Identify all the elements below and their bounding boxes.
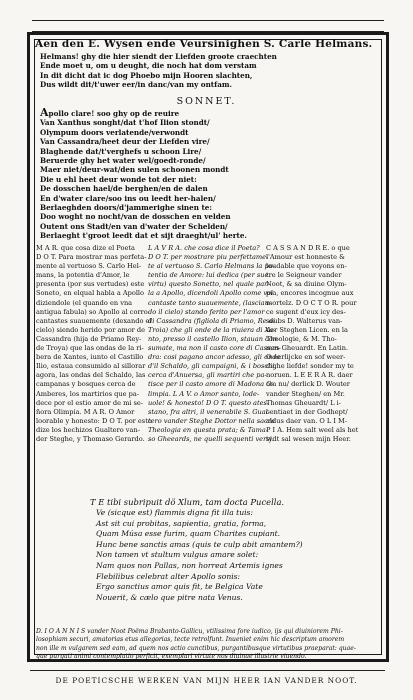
prose-line: Theologia en questa prata; & Tama-	[148, 425, 269, 434]
prose-line: L A V R A. che cosa dice il Poeta?	[148, 244, 260, 252]
prose-line: nto, presso il castello Ilion, stauan con-	[148, 334, 280, 343]
prose-line: d'il Schaldo, gli campaigni, & i boschi,	[148, 362, 277, 371]
sonnet-line: Doo woght no nocht/van de dosschen en velden	[40, 212, 231, 222]
prose-line: om nu/ derlick D. Wouter	[266, 380, 350, 389]
prose-line: cerca d'Anuersa, gli martiri che pa-	[148, 371, 267, 380]
sonnet-line: De dosschen hael/de berghen/en de dalen	[40, 184, 208, 194]
prose-line: D O T. Para mostrar mas perfeta-	[36, 253, 147, 262]
note-line: D. I O A N N I S vander Noot Poëma Brabanto-Gallicu, vtilissima fore iudico, ijs qui diuiniorem Phi-	[36, 628, 343, 635]
prose-line: Soneto, en elqual habla a Apollo	[36, 289, 145, 298]
intro-verse	[40, 52, 370, 90]
prose-line: Thomas Gheuardt/ L i-	[266, 398, 342, 407]
sonnet-line: Maer niet/deur-wat/den sulen schoonen mondt	[40, 165, 229, 175]
column-french-dutch-prose	[266, 244, 378, 444]
prose-line: do il cielo) stando ferito per l'amor	[148, 307, 265, 316]
verse-line: Non tamen vt stultum vulgus amare solet:	[96, 550, 259, 560]
verse-line: Ergo sanctius amor quis fit, te Belgica Vate	[96, 582, 263, 592]
prose-line: de Troya) que las ondas de la ri-	[36, 344, 144, 353]
prose-line: so Gheeards, ne quelli sequenti versi.	[148, 434, 274, 443]
prose-line: dece por el estio amor de mi se-	[36, 398, 144, 407]
sonnet-line: Berlaeght t'groot leedt dat et sijt draeght/ul' herte.	[40, 231, 247, 241]
prose-line: diziendole (el quando en vna	[36, 298, 133, 307]
prose-line: tentia de Amore: lui dedica (per sue	[148, 271, 269, 280]
sonnet-line-text: pollo clare! soo ghy op de reuire	[48, 109, 180, 118]
verse-line: Dus wildt dit/t'uwer eer/in danc/van my ontfam.	[40, 80, 232, 90]
verse-line: Quam Músa esse furim, quam Charites cupiant.	[96, 529, 281, 539]
prose-line: noruen. L E E R A R. daer	[266, 371, 353, 380]
latin-commentary	[36, 628, 382, 662]
prose-line: te al vertuoso S. Carlo Helmans la po-	[148, 262, 275, 271]
prose-line: Troia) che gli onde de la riuiera di Xa-	[148, 325, 276, 334]
footer-rule	[30, 670, 385, 671]
prose-line: mas Gheuardt. En Latin.	[266, 344, 349, 353]
prose-line: laudable que voyons en-	[266, 262, 347, 271]
sonnet-line: Van Cassandra/heet deur der Liefden vire/	[40, 137, 210, 147]
page-footer: DE POETICSCHE WERKEN VAN MIJN HEER IAN VANDER NOOT.	[55, 676, 358, 685]
latin-poem	[96, 508, 356, 603]
prose-line: C A S S A N D R E. o que	[266, 244, 350, 252]
prose-line: soubs D. Walterus van-	[266, 316, 343, 325]
prose-line: O eerlijcke en sof weer-	[266, 353, 346, 362]
verse-line: In dit dicht dat ic dog Phoebo mijn Hooren slachten,	[40, 70, 253, 80]
prose-line: la a Apollo, dicendoli Apollo come voi	[148, 289, 274, 298]
prose-line: mortelz. D O C T O R. pour	[266, 298, 357, 307]
sonnet-line: Blaghende dat/t'verghefs u schoon Lire/	[40, 146, 202, 156]
sonnet-line: Berlaeghden doors/d'jammerighe sinen te:	[40, 203, 213, 213]
prose-line: aldus daer van. O L I M-	[266, 416, 348, 425]
sonnet-line: En d'water clare/soo ins ou leedt her-halen/	[40, 193, 216, 203]
column-spanish-prose	[36, 244, 152, 444]
prose-line: agora, las ondas del Schaldo, las	[36, 371, 146, 380]
prose-line: D O T. per mostrare piu perfettame-	[148, 253, 269, 262]
prose-line: dra: cosi pagano ancor adesso, gli onde	[148, 353, 281, 362]
prose-line: Theologie, & M. Tho-	[266, 334, 337, 343]
prose-line: loorable y honesto: D O T. por esto	[36, 416, 152, 425]
prose-line: stano, fra altri, il venerabile S. Gual-	[148, 407, 271, 416]
prose-line: virtu) questo Sonetto, nel quale par-	[148, 280, 270, 289]
prose-line: campanas y bosques cerca de	[36, 380, 136, 389]
prose-line: Noot, & sa diuine Olym-	[266, 280, 347, 289]
column-italian-prose	[148, 244, 281, 444]
sonnet-line: Outent ons Stadt/en van d'water der Schelden/	[40, 221, 228, 231]
note-line: que purgati animi contemplatio perficit, exemplari virtute nos diuinae illustrie viuendo.	[36, 653, 307, 661]
prose-line: limpia. L A V. o Amor santo, lode-	[148, 389, 260, 398]
prose-line: Amberes, los martirios que pa-	[36, 389, 139, 398]
verse-line: Nam quos non Pallas, non horreat Artemis ignes	[96, 560, 283, 570]
prose-line: cantaste tanto suauemente, (lascian-	[148, 298, 272, 307]
prose-line: sumate, ma non il casto core di Cassan-	[148, 344, 281, 353]
prose-line: uole! & honesto! D O T. questo ates-	[148, 398, 270, 407]
prose-line: dighe liefde! sonder my te	[266, 362, 354, 371]
prose-line: l'Amour est honneste &	[266, 253, 345, 262]
sonnet-line	[40, 108, 370, 118]
prose-line: M A R. que cosa dize el Poeta	[36, 244, 135, 252]
sonnet-line: Die u ehl heet deur wonde tot der niet:	[40, 174, 197, 184]
latin-poem-first-line: T E tibi subripuit dö Xlum, tam docta Pucella.	[90, 497, 285, 507]
prose-line: tisce per il casto amore di Madona O-	[148, 380, 274, 389]
verse-line: Nouerit, & cælo que pitre nata Venus.	[96, 592, 243, 602]
sonnet-initial: A	[40, 106, 49, 119]
prose-line: centiaet in der Godhept/	[266, 407, 348, 416]
verse-line: Hunc bene sanctis amas (quis te culp abit amantem?)	[96, 539, 303, 549]
sonnet-verse	[40, 108, 370, 241]
prose-line: tre le Seigneur vander	[266, 271, 342, 280]
prose-line: tero vander Steghe Dottor nella sacra	[148, 416, 275, 425]
note-line: losophiam securi, amatorias etus allegorias, tecte retrolfunt. Inueniet enim hic descriptum amorem	[36, 636, 345, 644]
header-rule	[32, 20, 384, 32]
prose-line: pia, encores incognue aux	[266, 289, 354, 298]
prose-line: vander Steghen/ en Mr.	[266, 389, 345, 398]
prose-line: der Steghe, y Thomaso Gerardo.	[36, 434, 145, 443]
verse-line: Flebilibus celebrat alter Apollo sonis:	[96, 571, 241, 581]
prose-line: ce sugent d'eux icy des-	[266, 307, 346, 316]
prose-line: presenta (por sus vertudes) este	[36, 280, 145, 289]
prose-line: der Steghen Licen. en la	[266, 325, 348, 334]
prose-line: cielo) siendo herido por amor de	[36, 325, 146, 334]
prose-line: P I A. Hem salt weel als het	[266, 425, 359, 434]
prose-line: di Cassandra (figliola di Priamo, Re di	[148, 316, 276, 325]
prose-line: bera de Xantes, iunto el Castillo	[36, 353, 144, 362]
prose-line: cantastes suauemente (dexando el	[36, 316, 152, 325]
sonnet-heading: SONNET.	[176, 96, 237, 107]
prose-line: mans, la potentia d'Amor, le	[36, 271, 130, 280]
prose-line: Ilio, estaua consumido al sillorar	[36, 362, 146, 371]
sonnet-line: Beruerde ghy het water wel/goedt-ronde/	[40, 156, 206, 166]
verse-line: Ast sit cui probitas, sapientia, gratia, forma,	[96, 518, 267, 528]
prose-line: mente al vertuoso S. Carlo Hel-	[36, 262, 142, 271]
verse-line: Ve (sicque est) flammis digna fit illa tuis:	[96, 508, 254, 517]
prose-line: antigua fabula) so Apollo al corro	[36, 307, 148, 316]
sonnet-line: Olympum doors verlatende/verwondt	[40, 127, 189, 137]
verse-line: Helmans! ghy die hier siendt der Liefden groote craechten	[40, 52, 277, 61]
page-title: Aen den E. Wysen ende Veursinighen S. Carle Helmans.	[35, 38, 373, 50]
sonnet-line: Van Xanthus songht/dat t'hof Ilion stondt/	[40, 118, 210, 128]
prose-line: Cassandra (hija de Priamo Rey-	[36, 334, 142, 343]
prose-line: dize los hechizos Gualtero van-	[36, 425, 140, 434]
prose-line: ñora Olimpia. M A R. O Amor	[36, 407, 135, 416]
note-line: non ille m vulgarem sed eam, ad quem nos actio cunctibus, purgantibusque virtutibus praeparat: quae-	[36, 644, 356, 652]
prose-line: tydt sal wesen mijn Heer.	[266, 434, 351, 443]
verse-line: Ende moet u, om u deught, die noch hat dom verstam	[40, 61, 257, 71]
